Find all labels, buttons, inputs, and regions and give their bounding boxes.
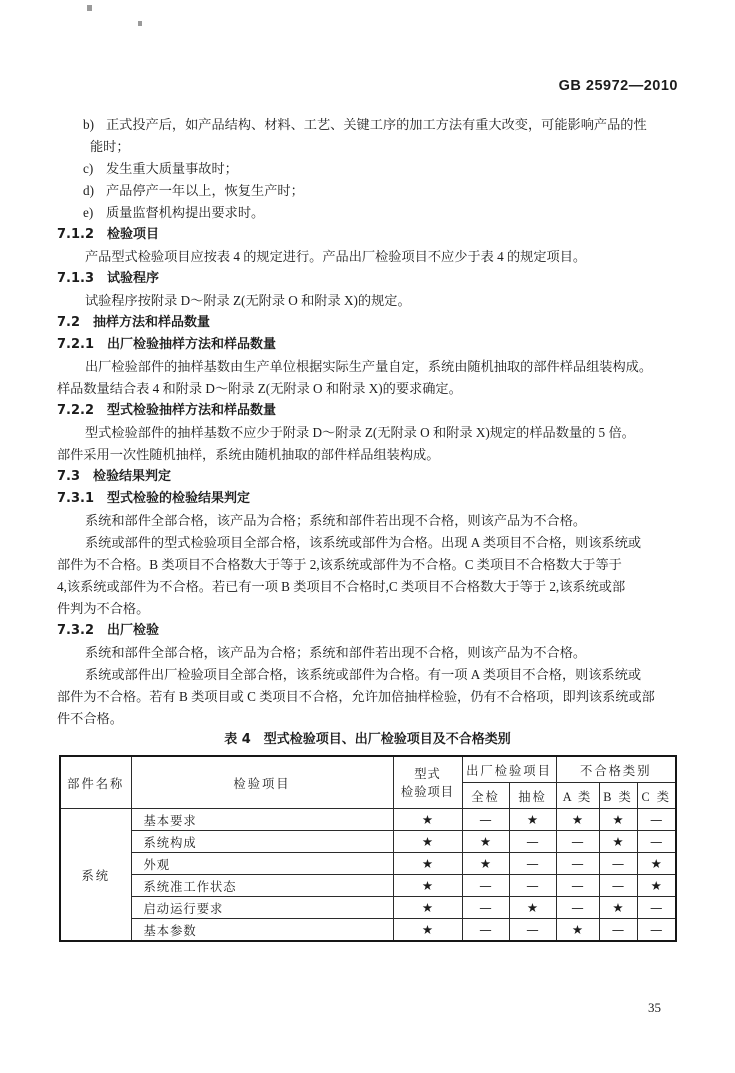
header-fail-group: 不合格类别	[556, 756, 676, 783]
header-item: 检验项目	[131, 756, 393, 809]
paragraph-line: 系统或部件的型式检验项目全部合格，该系统或部件为合格。出现 A 类项目不合格，则该系统或	[85, 535, 642, 550]
header-type-inspection	[393, 756, 462, 809]
page-number: 35	[648, 1000, 661, 1015]
table-4	[59, 755, 677, 942]
list-text: 产品停产一年以上，恢复生产时；	[106, 183, 304, 198]
list-marker: d)	[83, 183, 94, 198]
paragraph-line: 型式检验部件的抽样基数不应少于附录 D～附录 Z(无附录 O 和附录 X)规定的样品数量的 5 倍。	[85, 425, 635, 440]
header-component: 部件名称	[60, 756, 131, 809]
inspection-item-cell: 启动运行要求	[131, 897, 393, 919]
dash-mark-cell: —	[556, 831, 599, 853]
paragraph-line: 部件为不合格。若有 B 类项目或 C 类项目不合格，允许加倍抽样检验，仍有不合格项，即判该系统或部	[57, 689, 655, 704]
dash-mark-cell: —	[637, 809, 676, 831]
document-page	[57, 0, 678, 942]
table-row	[60, 809, 676, 831]
table-row	[60, 897, 676, 919]
standard-number: GB 25972—2010	[558, 78, 678, 94]
table-row	[60, 875, 676, 897]
section-heading: 7.3.1 型式检验的检验结果判定	[57, 491, 251, 506]
dash-mark-cell: —	[462, 919, 509, 942]
star-mark-cell: ★	[393, 809, 462, 831]
paragraph-line: 系统和部件全部合格，该产品为合格；系统和部件若出现不合格，则该产品为不合格。	[85, 645, 587, 660]
dash-mark-cell: —	[462, 897, 509, 919]
star-mark-cell: ★	[556, 919, 599, 942]
dash-mark-cell: —	[509, 919, 556, 942]
header-factory-group: 出厂检验项目	[462, 756, 556, 783]
section-heading: 7.2 抽样方法和样品数量	[57, 315, 211, 330]
dash-mark-cell: —	[462, 809, 509, 831]
dash-mark-cell: —	[637, 897, 676, 919]
inspection-item-cell: 系统准工作状态	[131, 875, 393, 897]
table-title: 表 4 型式检验项目、出厂检验项目及不合格类别	[224, 732, 511, 747]
star-mark-cell: ★	[393, 831, 462, 853]
paragraph-line: 样品数量结合表 4 和附录 D～附录 Z(无附录 O 和附录 X)的要求确定。	[57, 381, 462, 396]
list-marker: e)	[83, 205, 94, 220]
star-mark-cell: ★	[599, 831, 637, 853]
header-fail-sub: B 类	[599, 783, 637, 809]
list-item-line	[57, 158, 678, 180]
inspection-item-cell: 基本参数	[131, 919, 393, 942]
section-heading: 7.3.2 出厂检验	[57, 623, 160, 638]
section-heading: 7.1.3 试验程序	[57, 271, 160, 286]
paragraph-line: 出厂检验部件的抽样基数由生产单位根据实际生产量自定，系统由随机抽取的部件样品组装构成。	[85, 359, 653, 374]
section-heading: 7.2.2 型式检验抽样方法和样品数量	[57, 403, 277, 418]
paragraph-line: 件不合格。	[57, 711, 123, 726]
list-text: 发生重大质量事故时；	[106, 161, 238, 176]
header-factory-sub: 抽检	[509, 783, 556, 809]
inspection-item-cell: 外观	[131, 853, 393, 875]
dash-mark-cell: —	[462, 875, 509, 897]
dash-mark-cell: —	[509, 853, 556, 875]
list-marker: c)	[83, 161, 94, 176]
list-item-line	[57, 114, 678, 136]
star-mark-cell: ★	[509, 897, 556, 919]
dash-mark-cell: —	[599, 853, 637, 875]
star-mark-cell: ★	[509, 809, 556, 831]
dash-mark-cell: —	[599, 875, 637, 897]
body-content	[57, 114, 678, 730]
paragraph-line: 件判为不合格。	[57, 601, 150, 616]
star-mark-cell: ★	[393, 875, 462, 897]
paragraph-line: 4,该系统或部件为不合格。若已有一项 B 类项目不合格时,C 类项目不合格数大于等于 2,该系统或部	[57, 579, 626, 594]
header-type-line: 检验项目	[400, 784, 455, 799]
paragraph-line: 部件为不合格。B 类项目不合格数大于等于 2,该系统或部件为不合格。C 类项目不合格数大于等于	[57, 557, 622, 572]
dash-mark-cell: —	[556, 897, 599, 919]
section-heading: 7.1.2 检验项目	[57, 227, 160, 242]
table-row	[60, 831, 676, 853]
header-fail-sub: C 类	[637, 783, 676, 809]
table-row	[60, 919, 676, 942]
header-fail-sub: A 类	[556, 783, 599, 809]
star-mark-cell: ★	[462, 831, 509, 853]
list-item-line	[57, 202, 678, 224]
dash-mark-cell: —	[556, 853, 599, 875]
star-mark-cell: ★	[599, 809, 637, 831]
component-cell: 系统	[60, 809, 131, 942]
list-text: 正式投产后，如产品结构、材料、工艺、关键工序的加工方法有重大改变，可能影响产品的性	[106, 117, 647, 132]
inspection-item-cell: 系统构成	[131, 831, 393, 853]
star-mark-cell: ★	[462, 853, 509, 875]
header-factory-sub: 全检	[462, 783, 509, 809]
paragraph-line: 部件采用一次性随机抽样，系统由随机抽取的部件样品组装构成。	[57, 447, 440, 462]
star-mark-cell: ★	[637, 875, 676, 897]
paragraph-line: 系统或部件出厂检验项目全部合格，该系统或部件为合格。有一项 A 类项目不合格，则该系统或	[85, 667, 642, 682]
section-heading: 7.3 检验结果判定	[57, 469, 172, 484]
dash-mark-cell: —	[599, 919, 637, 942]
star-mark-cell: ★	[599, 897, 637, 919]
dash-mark-cell: —	[637, 919, 676, 942]
list-text: 质量监督机构提出要求时。	[106, 205, 265, 220]
dash-mark-cell: —	[509, 831, 556, 853]
dash-mark-cell: —	[556, 875, 599, 897]
list-item-line	[57, 180, 678, 202]
table-row	[60, 853, 676, 875]
paragraph-line: 产品型式检验项目应按表 4 的规定进行。产品出厂检验项目不应少于表 4 的规定项目。	[85, 249, 587, 264]
dash-mark-cell: —	[637, 831, 676, 853]
section-heading: 7.2.1 出厂检验抽样方法和样品数量	[57, 337, 277, 352]
paragraph-line: 系统和部件全部合格，该产品为合格；系统和部件若出现不合格，则该产品为不合格。	[85, 513, 587, 528]
star-mark-cell: ★	[393, 853, 462, 875]
list-marker: b)	[83, 117, 94, 132]
star-mark-cell: ★	[637, 853, 676, 875]
dash-mark-cell: —	[509, 875, 556, 897]
star-mark-cell: ★	[393, 919, 462, 942]
header-type-line: 型式	[414, 766, 441, 781]
paragraph-line: 试验程序按附录 D～附录 Z(无附录 O 和附录 X)的规定。	[85, 293, 411, 308]
list-item-line: 能时；	[90, 139, 130, 154]
star-mark-cell: ★	[556, 809, 599, 831]
inspection-item-cell: 基本要求	[131, 809, 393, 831]
star-mark-cell: ★	[393, 897, 462, 919]
